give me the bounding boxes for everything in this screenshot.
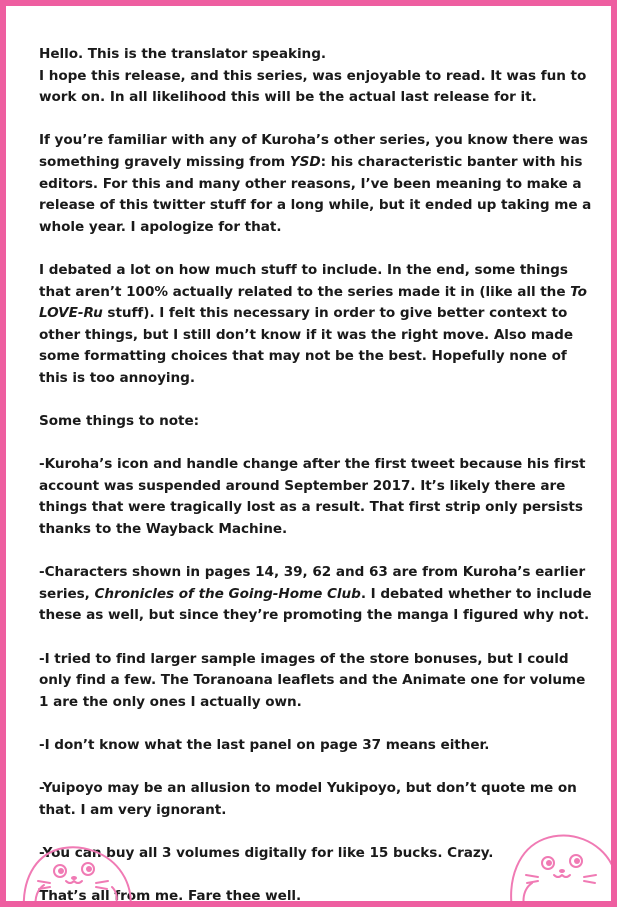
- banter-text-a: If you’re familiar with any of Kuroha’s other series, you know there was something gravely missing from: [39, 132, 588, 170]
- characters-text-b: . I debated whether to include these as well, but since they’re promoting the manga I figured why not.: [39, 585, 592, 624]
- things-to-note-heading: Some things to note:: [39, 413, 200, 430]
- note-item-digital: -You can buy all 3 volumes digitally for like 15 bucks. Crazy.: [39, 844, 494, 861]
- intro-text: I hope this release, and this series, was enjoyable to read. It was fun to work on. In all likelihood this will be the actual last release for it.: [39, 67, 587, 106]
- note-item-account: -Kuroha’s icon and handle change after the first tweet because his first account was suspended around September 2017. It’s likely there are things that were tragically lost as a result. That first strip only persists thanks to the Wayback Machine.: [39, 456, 586, 538]
- seal-mascot-left-icon: [14, 821, 134, 907]
- characters-text-a: -Characters shown in pages 14, 39, 62 and 63 are from Kuroha’s earlier series,: [39, 564, 586, 602]
- note-item-page-37: -I don’t know what the last panel on page 37 means either.: [39, 737, 490, 753]
- title-to-love-ru: To LOVE-Ru: [39, 283, 587, 322]
- note-item-store-bonuses: -I tried to find larger sample images of the store bonuses, but I could only find a few. The Toranoana leaflets and the Animate one for volume 1 are the only ones I actually own.: [39, 650, 586, 710]
- content-text-b: stuff). I felt this necessary in order to give better context to other things, but I still don’t know if it was the right move. Also made some formatting choices that may not be the best. Hopefully none of this is too annoying.: [39, 305, 574, 386]
- greeting-text: Hello. This is the translator speaking.: [39, 46, 326, 62]
- title-ysd: YSD: [289, 153, 321, 170]
- paragraph-content-choice: [39, 260, 599, 390]
- note-item-characters: [39, 562, 599, 627]
- title-going-home-club: Chronicles of the Going-Home Club: [94, 585, 361, 602]
- seal-mascot-right-icon: [508, 809, 617, 907]
- note-item-yuipoyo: -Yuipoyo may be an allusion to model Yukipoyo, but don’t quote me on that. I am very ignorant.: [39, 780, 577, 818]
- closing-text: That’s all from me. Fare thee well.: [39, 888, 302, 905]
- paragraph-intro: [39, 44, 599, 109]
- paragraph-banter: [39, 130, 599, 238]
- content-text-a: I debated a lot on how much stuff to include. In the end, some things that aren’t 100% actually related to the series made it in (like all the: [39, 261, 571, 300]
- banter-text-b: : his characteristic banter with his editors. For this and many other reasons, I’ve been meaning to make a release of this twitter stuff for a long while, but it ended up taking me a whole year. I apologize for that.: [39, 153, 592, 235]
- note-body: [39, 44, 599, 907]
